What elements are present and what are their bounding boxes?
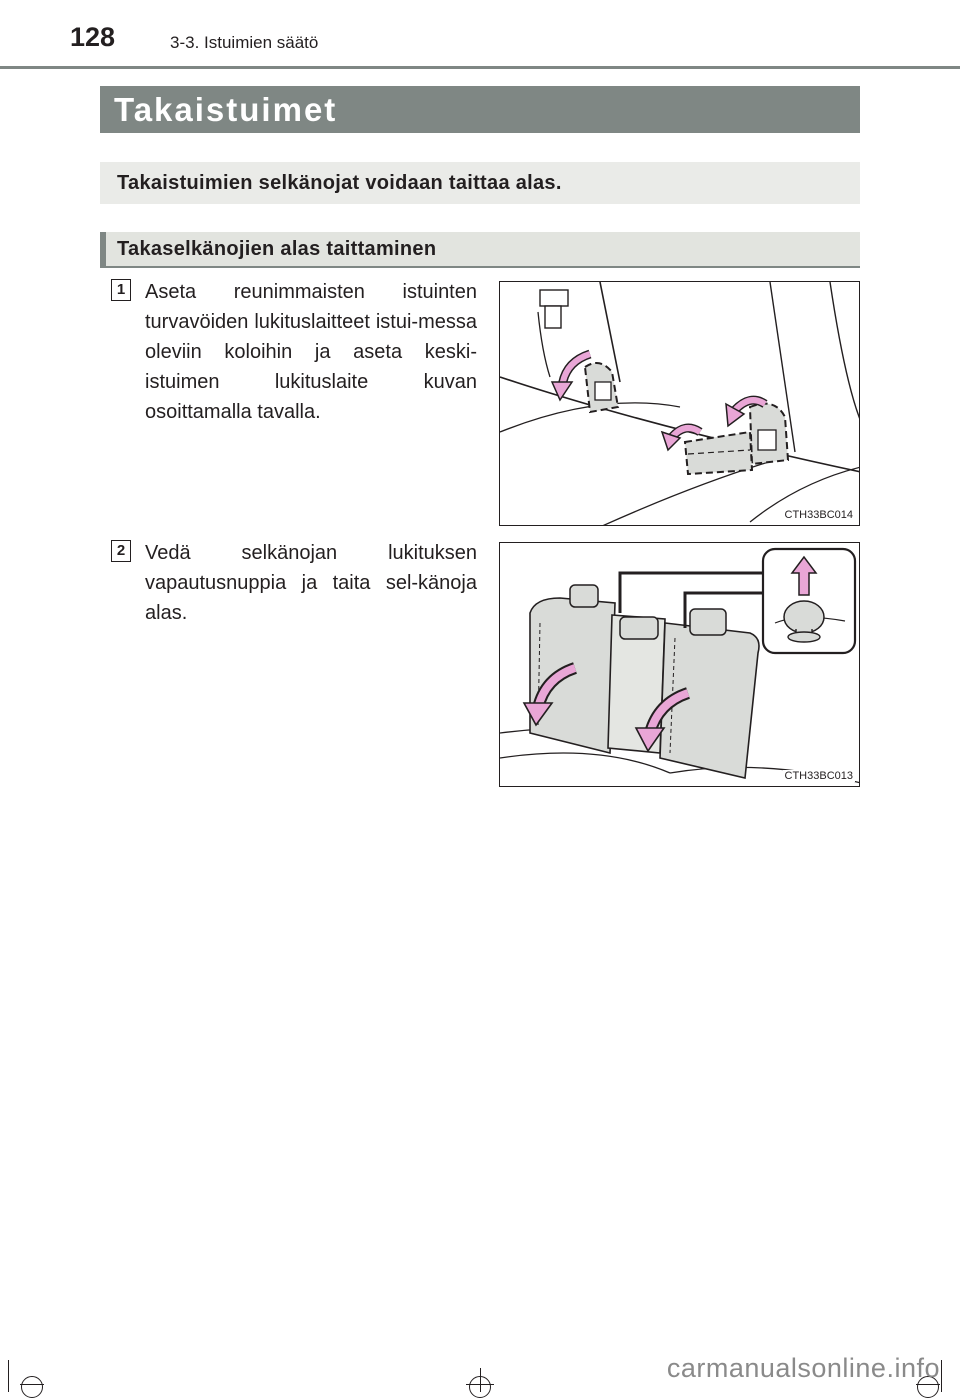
section-heading — [100, 232, 860, 268]
step-number-1: 1 — [111, 279, 131, 301]
registration-mark — [469, 1376, 491, 1398]
step-text-1: Aseta reunimmaisten istuinten turvavöiden lukituslaitteet istui-messa oleviin koloihin ja aseta keski-istuimen lukituslaite kuvan osoittamalla tavalla. — [145, 281, 477, 423]
section-heading-bar — [100, 232, 106, 266]
figure-fold-seatback — [499, 542, 860, 787]
title-bar — [100, 86, 860, 133]
step-text-2: Vedä selkänojan lukituksen vapautusnuppia ja taita sel-känoja alas. — [145, 542, 477, 624]
crop-mark — [8, 1360, 9, 1392]
header-rule — [0, 66, 960, 69]
seatback-fold-illustration — [500, 543, 860, 787]
page-number: 128 — [70, 22, 116, 52]
crop-mark — [941, 1360, 942, 1392]
figure-code-1: CTH33BC014 — [784, 509, 853, 521]
intro-box — [100, 162, 860, 204]
chapter-title: 3-3. Istuimien säätö — [170, 33, 319, 52]
figure-seatbelt-buckles — [499, 281, 860, 526]
section-heading-text: Takaselkänojien alas taittaminen — [117, 237, 437, 260]
seatbelt-buckle-illustration — [500, 282, 860, 526]
figure-code-2: CTH33BC013 — [784, 770, 853, 782]
intro-text: Takaistuimien selkänojat voidaan taittaa alas. — [117, 171, 562, 194]
watermark[interactable]: carmanualsonline.info — [666, 1353, 940, 1383]
registration-mark — [21, 1376, 43, 1398]
page-title: Takaistuimet — [114, 90, 338, 128]
step-number-2: 2 — [111, 540, 131, 562]
